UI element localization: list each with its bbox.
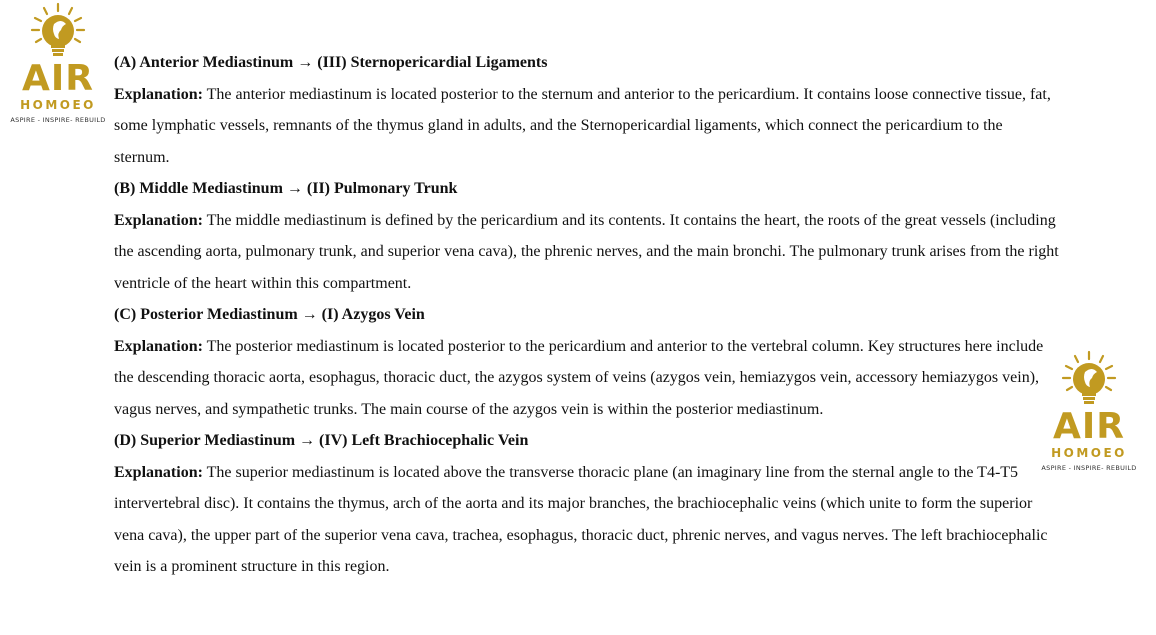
explanation-label: Explanation: (114, 85, 203, 103)
logo-subtitle: HOMOEO (20, 98, 96, 112)
logo-tagline: ASPIRE - INSPIRE- REBUILD (10, 116, 106, 124)
section-anterior-mediastinum (114, 47, 1059, 173)
section-middle-mediastinum (114, 173, 1059, 299)
logo-tagline: ASPIRE - INSPIRE- REBUILD (1041, 464, 1137, 472)
explanation-text: The superior mediastinum is located above the transverse thoracic plane (an imaginary line from the sternal angle to the T4-T5 intervertebral disc). It contains the thymus, arch of the aorta and its major branches, the brachiocephalic veins (which unite to form the superior vena cava), the upper part of the superior vena cava, trachea, esophagus, thoracic duct, phrenic nerves, and vagus nerves. The left brachiocephalic vein is a prominent structure in this region. (114, 463, 1048, 575)
section-explanation (114, 331, 1059, 426)
section-explanation (114, 205, 1059, 300)
explanation-text: The posterior mediastinum is located posterior to the pericardium and anterior to the vertebral column. Key structures here include the descending thoracic aorta, esophagus, thoracic duct, the azygos system of veins (azygos vein, hemiazygos vein, accessory hemiazygos vein), vagus nerves, and sympathetic trunks. The main course of the azygos vein is within the posterior mediastinum. (114, 337, 1044, 418)
explanation-text: The middle mediastinum is defined by the pericardium and its contents. It contains the heart, the roots of the great vessels (including the ascending aorta, pulmonary trunk, and superior vena cava), the phrenic nerves, and the main bronchi. The pulmonary trunk arises from the right ventricle of the heart within this compartment. (114, 211, 1059, 292)
logo-subtitle: HOMOEO (1051, 446, 1127, 460)
explanation-label: Explanation: (114, 211, 203, 229)
explanation-label: Explanation: (114, 463, 203, 481)
answer-explanation-document (114, 47, 1059, 583)
section-posterior-mediastinum (114, 299, 1059, 425)
logo-brand-text: AIR (1053, 406, 1125, 447)
section-explanation (114, 457, 1059, 583)
air-homoeo-logo (3, 2, 113, 125)
logo-brand-text: AIR (22, 58, 94, 99)
section-heading: (B) Middle Mediastinum → (II) Pulmonary Trunk (114, 180, 458, 197)
section-superior-mediastinum (114, 425, 1059, 583)
explanation-text: The anterior mediastinum is located posterior to the sternum and anterior to the pericardium. It contains loose connective tissue, fat, some lymphatic vessels, remnants of the thymus gland in adults, and the Sternopericardial ligaments, which connect the pericardium to the sternum. (114, 85, 1051, 166)
section-explanation (114, 79, 1059, 174)
lightbulb-icon (1059, 350, 1119, 412)
section-heading: (A) Anterior Mediastinum → (III) Sternopericardial Ligaments (114, 54, 548, 71)
section-heading: (C) Posterior Mediastinum → (I) Azygos Vein (114, 306, 425, 323)
section-heading: (D) Superior Mediastinum → (IV) Left Brachiocephalic Vein (114, 432, 529, 449)
lightbulb-icon (28, 2, 88, 64)
explanation-label: Explanation: (114, 337, 203, 355)
